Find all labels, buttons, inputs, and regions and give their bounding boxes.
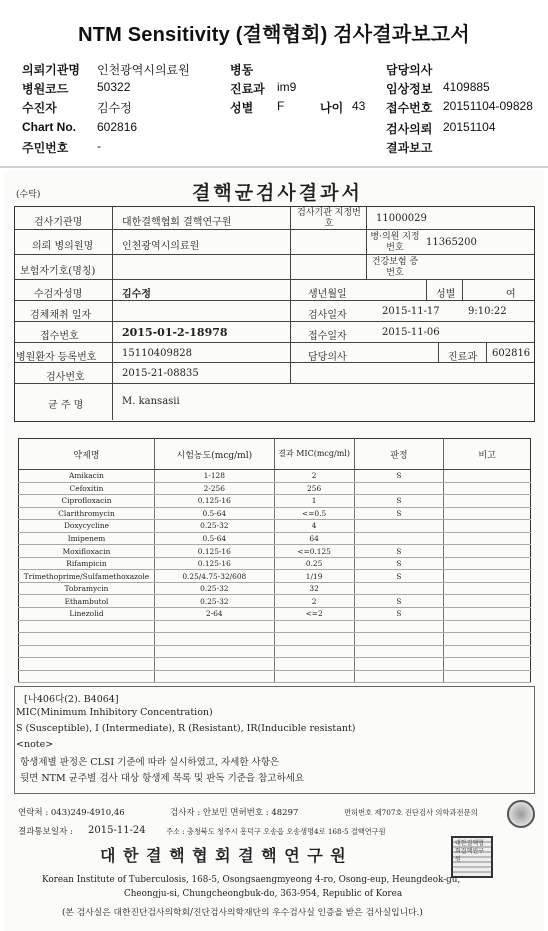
cell-remark: [444, 645, 531, 658]
cell-judgment: S: [354, 557, 444, 570]
receipt-label: 접수번호: [386, 101, 433, 115]
request-label: 검사의뢰: [386, 122, 433, 136]
collection-date-label: 검체채취 일자: [30, 310, 92, 321]
cell-drug: Rifampicin: [19, 557, 155, 570]
patient-reg-label: 병원환자 등록번호: [16, 352, 97, 363]
institution-value: 인천광역시의료원: [97, 63, 190, 77]
cell-remark: [444, 570, 531, 583]
col-judgment-header: 판정: [354, 439, 444, 470]
requesting-hospital-label: 의뢰 병의원명: [32, 241, 94, 252]
note-tag: <note>: [16, 739, 54, 750]
lab-name-value: 대한결핵협회 결핵연구원: [122, 217, 232, 228]
cell-remark: [444, 545, 531, 558]
note-line-2: 뒷면 NTM 균주별 검사 대상 항생제 목록 및 판독 기준을 참고하세요: [20, 773, 304, 784]
cell-remark: [444, 532, 531, 545]
cell-drug: Imipenem: [19, 532, 155, 545]
organization-name: 대 한 결 핵 협 회 결 핵 연 구 원: [100, 846, 347, 865]
cell-mic: <=0.125: [274, 545, 354, 558]
col-remark-header: 비고: [444, 439, 531, 470]
hospital-designation-label: 병·의원 지정번호: [370, 232, 420, 253]
cell-judgment: [354, 670, 444, 683]
age-label: 나이: [320, 101, 344, 115]
address-english-line-2: Cheongju-si, Chungcheongbuk-do, 363-954, Republic of Korea: [124, 889, 403, 899]
cell-mic: 2: [274, 595, 354, 608]
notes-code: [나406다(2). B4064]: [24, 694, 119, 705]
cell-remark: [444, 520, 531, 533]
table-row: [19, 520, 531, 533]
institution-label: 의뢰기관명: [22, 63, 80, 77]
report-title: 결핵균검사결과서: [192, 182, 363, 204]
cell-judgment: [354, 582, 444, 595]
cell-remark: [444, 482, 531, 495]
lab-designation-label: 검사기관 지정번호: [297, 208, 361, 229]
test-date-label: 검사일자: [308, 310, 347, 321]
doctor-label: 담당의사: [308, 352, 347, 363]
table-row: [19, 658, 531, 671]
institute-seal-icon: [451, 836, 493, 878]
cell-mic: 32: [274, 582, 354, 595]
cell-judgment: [354, 482, 444, 495]
cell-mic: <=0.5: [274, 507, 354, 520]
chart-label: Chart No.: [22, 120, 76, 134]
cell-remark: [444, 582, 531, 595]
cell-range: [154, 620, 274, 633]
dept-label: 진료과: [230, 82, 265, 96]
patient-name-label: 수검자성명: [34, 289, 83, 300]
department-label: 진료과: [448, 352, 477, 363]
hospital-code-label: 병원코드: [22, 82, 69, 96]
insurance-label: 보험자기호(명칭): [20, 266, 96, 277]
report-date-value: 2015-11-24: [88, 825, 146, 836]
rrn-value: -: [97, 139, 101, 153]
receipt-number-value: 2015-01-2-18978: [122, 326, 228, 339]
cell-judgment: [354, 520, 444, 533]
header-divider: [0, 166, 548, 168]
health-insurance-label: 건강보험 증번호: [371, 257, 419, 278]
cell-remark: [444, 507, 531, 520]
cell-remark: [444, 557, 531, 570]
cell-range: 0.125-16: [154, 557, 274, 570]
cell-drug: Moxifloxacin: [19, 545, 155, 558]
cell-judgment: [354, 532, 444, 545]
cell-remark: [444, 620, 531, 633]
cell-mic: [274, 658, 354, 671]
sex-value: F: [277, 99, 285, 113]
test-date-value: 2015-11-17: [382, 306, 440, 317]
cell-mic: 4: [274, 520, 354, 533]
dept-value: im9: [277, 80, 297, 94]
test-time-value: 9:10:22: [468, 306, 507, 317]
examiner-info: 검사자 : 안보민 면허번호 : 48297: [170, 808, 299, 818]
cell-judgment: S: [354, 507, 444, 520]
cell-range: 0.125-16: [154, 495, 274, 508]
cell-drug: Amikacin: [19, 470, 155, 483]
clinical-value: 4109885: [443, 80, 490, 94]
table-row: [19, 507, 531, 520]
cell-drug: [19, 670, 155, 683]
cell-range: 0.25-32: [154, 582, 274, 595]
cell-remark: [444, 470, 531, 483]
receipt-value: 20151104-09828: [443, 99, 533, 113]
address-english-line-1: Korean Institute of Tuberculosis, 168-5, Osongsaengmyeong 4-ro, Osong-eup, Heungdeok-gu,: [42, 875, 461, 885]
cell-mic: [274, 670, 354, 683]
cell-range: 0.25/4.75-32/608: [154, 570, 274, 583]
cell-remark: [444, 633, 531, 646]
report-date-label: 결과통보일자 :: [18, 827, 73, 837]
ward-label: 병동: [230, 63, 254, 77]
cell-judgment: [354, 633, 444, 646]
table-row: [19, 545, 531, 558]
hospital-designation-value: 11365200: [426, 237, 477, 248]
cell-remark: [444, 608, 531, 621]
cell-drug: Ethambutol: [19, 595, 155, 608]
hospital-code-value: 50322: [97, 80, 131, 94]
cell-drug: Ciprofloxacin: [19, 495, 155, 508]
cell-mic: [274, 645, 354, 658]
clinical-label: 임상정보: [386, 82, 433, 96]
cell-range: 0.25-32: [154, 520, 274, 533]
cell-judgment: S: [354, 608, 444, 621]
cell-range: 2-64: [154, 608, 274, 621]
chart-value: 602816: [97, 120, 138, 134]
cell-mic: 64: [274, 532, 354, 545]
cell-range: 0.5-64: [154, 507, 274, 520]
cell-drug: Tobramycin: [19, 582, 155, 595]
species-value: M. kansasii: [122, 396, 180, 407]
cell-drug: Linezolid: [19, 608, 155, 621]
sex-value: 여: [506, 289, 516, 300]
drug-susceptibility-table: [18, 438, 531, 683]
col-mic-header: 결과 MIC(mcg/ml): [274, 439, 354, 470]
cell-remark: [444, 658, 531, 671]
sex-label: 성별: [230, 101, 254, 115]
cell-range: 0.25-32: [154, 595, 274, 608]
table-row: [19, 495, 531, 508]
cell-range: [154, 670, 274, 683]
cell-mic: 1/19: [274, 570, 354, 583]
judgment-legend: S (Susceptible), I (Intermediate), R (Resistant), IR(Inducible resistant): [16, 723, 356, 734]
lab-name-label: 검사기관명: [34, 217, 83, 228]
table-row: [19, 532, 531, 545]
cell-judgment: S: [354, 545, 444, 558]
col-drug-header: 약제명: [19, 439, 155, 470]
birth-date-label: 생년월일: [308, 289, 347, 300]
cell-range: 0.5-64: [154, 532, 274, 545]
receipt-number-label: 접수번호: [40, 331, 79, 342]
cell-mic: [274, 620, 354, 633]
table-header-row: [19, 439, 531, 470]
table-row: [19, 595, 531, 608]
address-korean: 주소 : 충청북도 청주시 흥덕구 오송읍 오송생명4로 168-5 결핵연구원: [166, 827, 386, 836]
cell-drug: [19, 620, 155, 633]
table-row: [19, 620, 531, 633]
lab-certification: (본 검사실은 대한진단검사의학회/진단검사의학재단의 우수검사실 인증을 받은 검사실입니다.): [62, 908, 423, 918]
physician-label: 담당의사: [386, 63, 433, 77]
cell-drug: Cefoxitin: [19, 482, 155, 495]
collector-label: 수진자: [22, 101, 57, 115]
cell-judgment: [354, 658, 444, 671]
species-label: 균 주 명: [48, 400, 84, 411]
table-row: [19, 482, 531, 495]
collector-value: 김수정: [97, 101, 132, 115]
physician-license: 면허번호 제707호 진단검사 의학과전문의: [344, 808, 478, 817]
rrn-label: 주민번호: [22, 141, 69, 155]
official-stamp-icon: [507, 800, 535, 828]
cell-remark: [444, 495, 531, 508]
cell-mic: 256: [274, 482, 354, 495]
receipt-date-label: 접수일자: [308, 331, 347, 342]
table-row: [19, 645, 531, 658]
cell-judgment: S: [354, 595, 444, 608]
table-row: [19, 633, 531, 646]
patient-reg-value: 15110409828: [122, 348, 192, 359]
sex-label: 성별: [436, 289, 456, 300]
cell-mic: 2: [274, 470, 354, 483]
form-number: (수탁): [16, 190, 41, 200]
cell-drug: [19, 658, 155, 671]
cell-judgment: S: [354, 570, 444, 583]
cell-judgment: S: [354, 495, 444, 508]
cell-mic: <=2: [274, 608, 354, 621]
department-value: 602816: [492, 348, 531, 359]
cell-mic: 1: [274, 495, 354, 508]
cell-drug: Trimethoprime/Sulfamethoxazole: [19, 570, 155, 583]
table-row: [19, 570, 531, 583]
table-row: [19, 608, 531, 621]
test-number-value: 2015-21-08835: [122, 368, 199, 379]
table-row: [19, 557, 531, 570]
cell-judgment: [354, 645, 444, 658]
cell-range: [154, 645, 274, 658]
drug-table-body: [19, 470, 531, 683]
cell-remark: [444, 670, 531, 683]
col-range-header: 시험농도(mcg/ml): [154, 439, 274, 470]
request-value: 20151104: [443, 120, 496, 134]
cell-range: 0.125-16: [154, 545, 274, 558]
table-row: [19, 670, 531, 683]
cell-drug: Doxycycline: [19, 520, 155, 533]
cell-range: 2-256: [154, 482, 274, 495]
cell-judgment: [354, 620, 444, 633]
cell-drug: [19, 645, 155, 658]
cell-drug: Clarithromycin: [19, 507, 155, 520]
patient-name-value: 김수정: [122, 289, 151, 300]
cell-range: 1-128: [154, 470, 274, 483]
cell-judgment: S: [354, 470, 444, 483]
cell-mic: 0.25: [274, 557, 354, 570]
test-number-label: 검사번호: [46, 372, 85, 383]
lab-designation-value: 11000029: [376, 213, 427, 224]
cell-mic: [274, 633, 354, 646]
cell-drug: [19, 633, 155, 646]
seal-text: 대한결핵협회결핵연구원: [455, 840, 484, 863]
table-row: [19, 582, 531, 595]
age-value: 43: [352, 99, 366, 113]
scanned-report: [4, 170, 544, 931]
note-line-1: 항생제별 판정은 CLSI 기준에 따라 실시하였고, 자세한 사항은: [20, 757, 280, 768]
requesting-hospital-value: 인천광역시의료원: [122, 241, 200, 252]
report-label: 결과보고: [386, 141, 433, 155]
cell-remark: [444, 595, 531, 608]
cell-range: [154, 633, 274, 646]
table-row: [19, 470, 531, 483]
cell-range: [154, 658, 274, 671]
page-title: NTM Sensitivity (결핵협회) 검사결과보고서: [78, 24, 470, 46]
receipt-date-value: 2015-11-06: [382, 327, 440, 338]
mic-definition: MIC(Minimum Inhibitory Concentration): [16, 707, 213, 718]
contact-info: 연락처 : 043)249-4910,46: [18, 808, 125, 818]
